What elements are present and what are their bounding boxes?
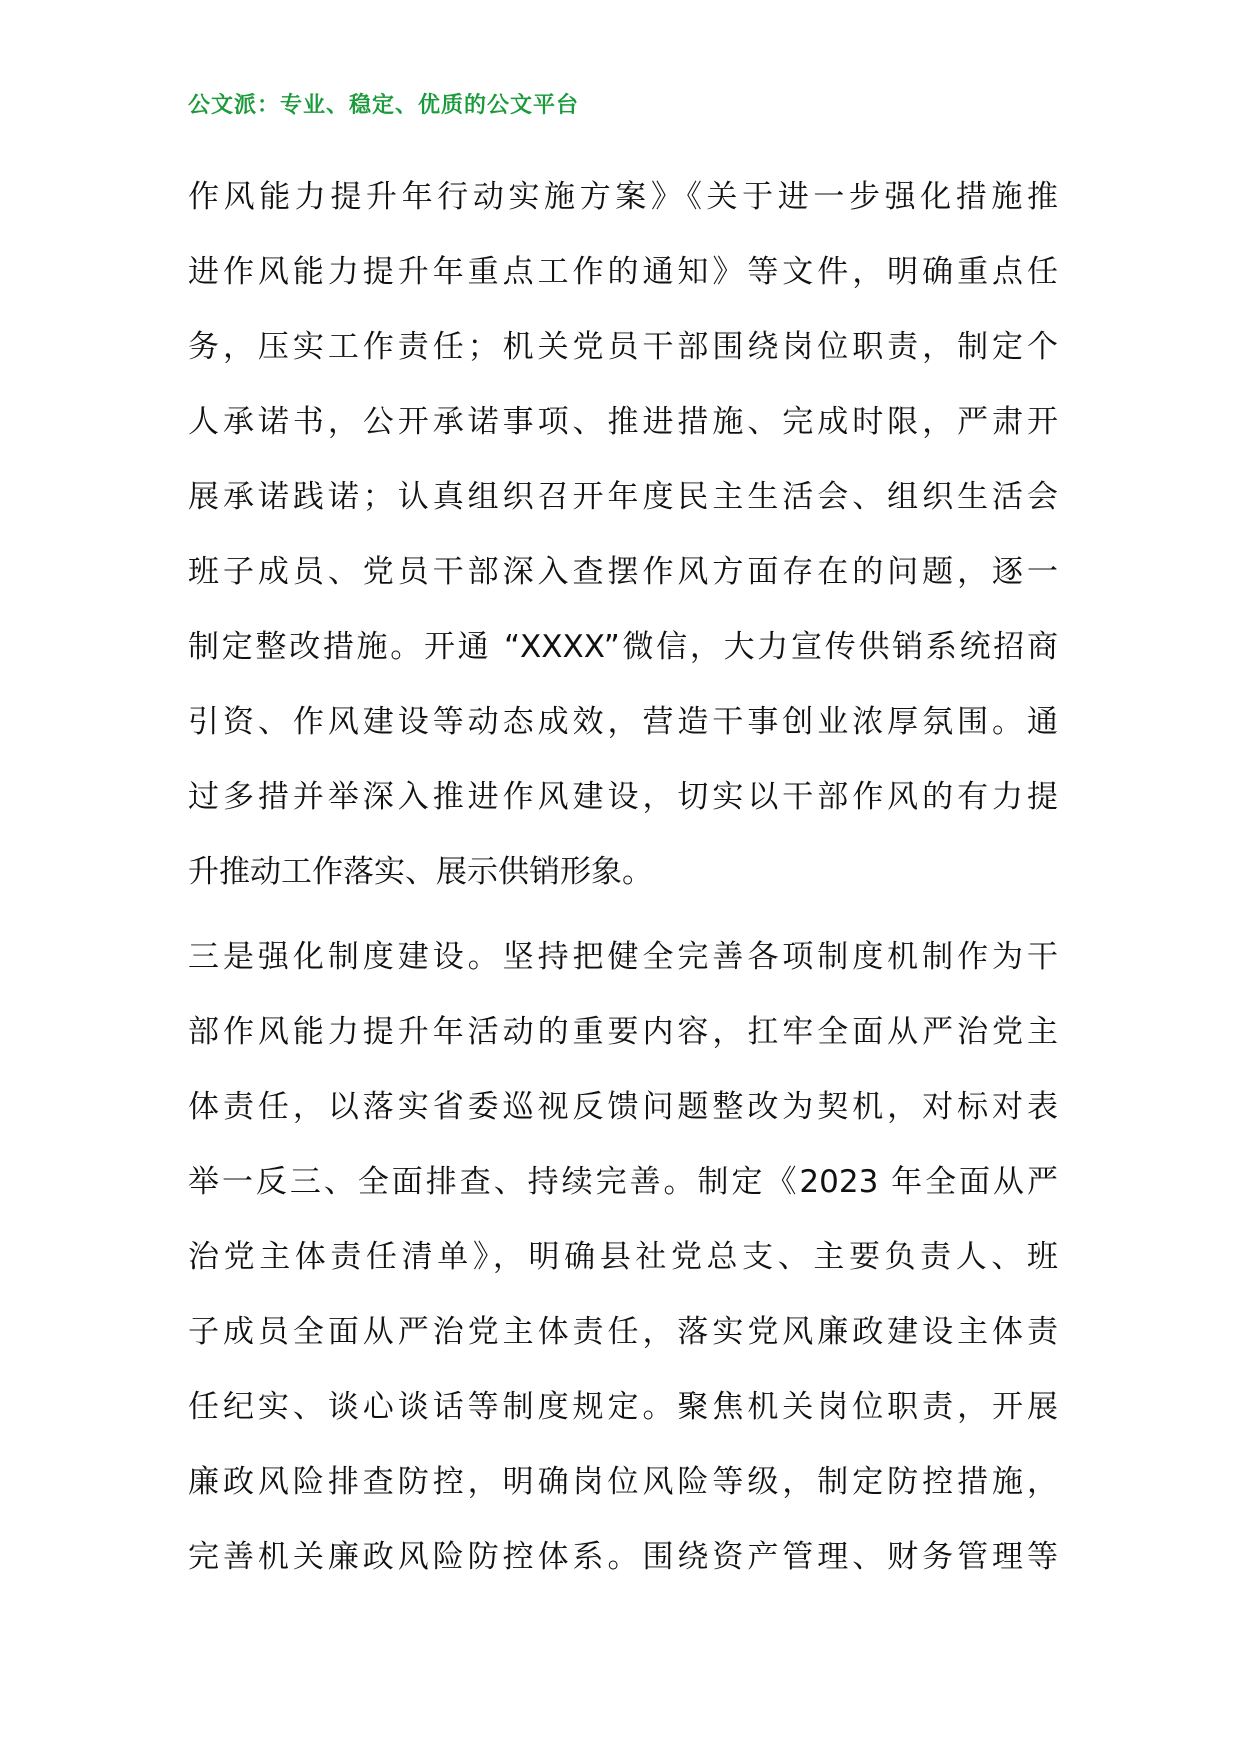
text-line: 举一反三、全面排查、持续完善。制定《2023 年全面从严 (188, 1164, 1058, 1200)
text-line: 体责任，以落实省委巡视反馈问题整改为契机，对标对表 (188, 1089, 1058, 1125)
text-line: 廉政风险排查防控，明确岗位风险等级，制定防控措施， (188, 1464, 1058, 1500)
text-line: 进作风能力提升年重点工作的通知》等文件，明确重点任 (188, 254, 1058, 290)
text-line: 任纪实、谈心谈话等制度规定。聚焦机关岗位职责，开展 (188, 1389, 1058, 1425)
text-line: 作风能力提升年行动实施方案》《关于进一步强化措施推 (188, 179, 1058, 215)
text-line: 升推动工作落实、展示供销形象。 (188, 854, 653, 890)
text-line: 子成员全面从严治党主体责任，落实党风廉政建设主体责 (188, 1314, 1058, 1350)
paragraph (188, 920, 1058, 1595)
page-header: 公文派：专业、稳定、优质的公文平台 (188, 93, 580, 118)
text-line: 制定整改措施。开通 “XXXX”微信，大力宣传供销系统招商 (188, 629, 1058, 665)
text-line: 务，压实工作责任；机关党员干部围绕岗位职责，制定个 (188, 329, 1058, 365)
text-line: 完善机关廉政风险防控体系。围绕资产管理、财务管理等 (188, 1539, 1058, 1575)
text-line: 过多措并举深入推进作风建设，切实以干部作风的有力提 (188, 779, 1058, 815)
text-line: 人承诺书，公开承诺事项、推进措施、完成时限，严肃开 (188, 404, 1058, 440)
text-line: 引资、作风建设等动态成效，营造干事创业浓厚氛围。通 (188, 704, 1058, 740)
text-line: 班子成员、党员干部深入查摆作风方面存在的问题，逐一 (188, 554, 1058, 590)
text-line: 部作风能力提升年活动的重要内容，扛牢全面从严治党主 (188, 1014, 1058, 1050)
paragraph (188, 160, 1058, 910)
text-line: 三是强化制度建设。坚持把健全完善各项制度机制作为干 (188, 939, 1058, 975)
text-line: 治党主体责任清单》，明确县社党总支、主要负责人、班 (188, 1239, 1058, 1275)
text-line: 展承诺践诺；认真组织召开年度民主生活会、组织生活会 (188, 479, 1058, 515)
